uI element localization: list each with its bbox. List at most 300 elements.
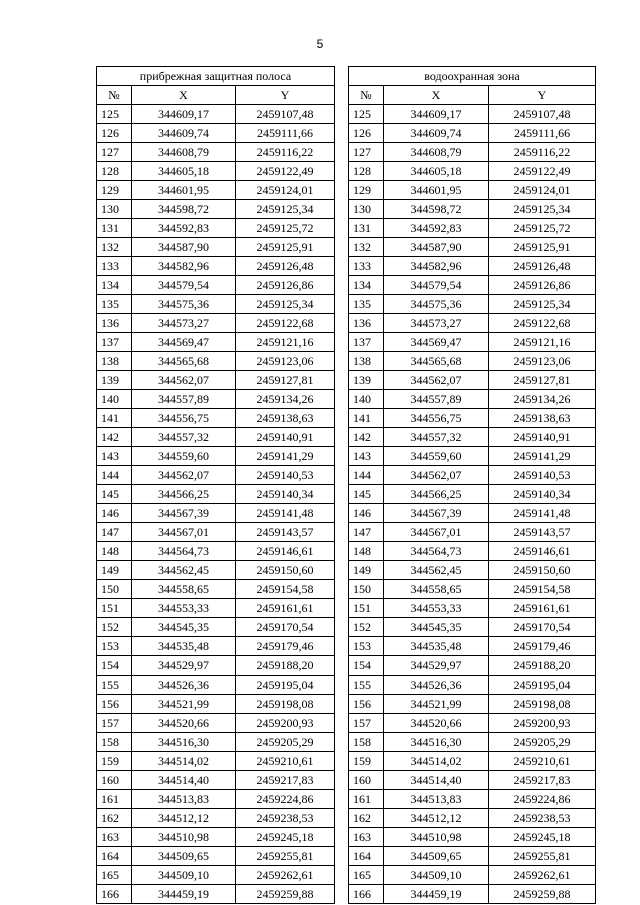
right-y-cell: 2459140,34 <box>489 485 596 504</box>
left-y-cell: 2459126,86 <box>236 276 335 295</box>
right-x-cell: 344557,32 <box>384 428 489 447</box>
right-y-cell: 2459170,54 <box>489 618 596 637</box>
left-y-cell: 2459134,26 <box>236 390 335 409</box>
left-x-cell: 344592,83 <box>132 219 236 238</box>
right-point-number-cell: 153 <box>349 637 384 656</box>
right-x-cell: 344565,68 <box>384 352 489 371</box>
table-row <box>97 580 596 599</box>
right-y-cell: 2459238,53 <box>489 808 596 827</box>
left-y-cell: 2459224,86 <box>236 789 335 808</box>
left-point-number-cell: 156 <box>97 694 132 713</box>
right-x-cell: 344545,35 <box>384 618 489 637</box>
right-x-cell: 344579,54 <box>384 276 489 295</box>
left-y-cell: 2459154,58 <box>236 580 335 599</box>
table-row <box>97 713 596 732</box>
right-point-number-cell: 142 <box>349 428 384 447</box>
right-point-number-cell: 158 <box>349 732 384 751</box>
right-x-cell: 344601,95 <box>384 181 489 200</box>
table-gap <box>335 827 349 846</box>
table-row <box>97 143 596 162</box>
table-row <box>97 257 596 276</box>
right-table-title: водоохранная зона <box>349 67 596 86</box>
right-x-cell: 344605,18 <box>384 162 489 181</box>
right-point-number-cell: 130 <box>349 200 384 219</box>
right-point-number-cell: 139 <box>349 371 384 390</box>
left-point-number-cell: 136 <box>97 314 132 333</box>
column-header-y: Y <box>236 86 335 105</box>
left-point-number-cell: 139 <box>97 371 132 390</box>
table-gap <box>335 143 349 162</box>
table-row <box>97 105 596 124</box>
left-point-number-cell: 157 <box>97 713 132 732</box>
right-x-cell: 344459,19 <box>384 884 489 903</box>
left-point-number-cell: 148 <box>97 542 132 561</box>
left-point-number-cell: 147 <box>97 523 132 542</box>
table-row <box>97 751 596 770</box>
right-x-cell: 344556,75 <box>384 409 489 428</box>
left-x-cell: 344529,97 <box>132 656 236 675</box>
table-row <box>97 770 596 789</box>
left-point-number-cell: 135 <box>97 295 132 314</box>
right-x-cell: 344573,27 <box>384 314 489 333</box>
table-gap <box>335 770 349 789</box>
left-x-cell: 344526,36 <box>132 675 236 694</box>
right-point-number-cell: 146 <box>349 504 384 523</box>
left-point-number-cell: 164 <box>97 846 132 865</box>
right-y-cell: 2459125,34 <box>489 295 596 314</box>
table-gap <box>335 542 349 561</box>
left-point-number-cell: 127 <box>97 143 132 162</box>
left-x-cell: 344514,02 <box>132 751 236 770</box>
left-x-cell: 344512,12 <box>132 808 236 827</box>
right-y-cell: 2459200,93 <box>489 713 596 732</box>
right-point-number-cell: 135 <box>349 295 384 314</box>
right-point-number-cell: 162 <box>349 808 384 827</box>
table-gap <box>335 390 349 409</box>
left-point-number-cell: 158 <box>97 732 132 751</box>
right-y-cell: 2459126,86 <box>489 276 596 295</box>
left-x-cell: 344559,60 <box>132 447 236 466</box>
left-x-cell: 344562,45 <box>132 561 236 580</box>
table-gap <box>335 295 349 314</box>
right-point-number-cell: 137 <box>349 333 384 352</box>
right-y-cell: 2459179,46 <box>489 637 596 656</box>
table-row <box>97 162 596 181</box>
left-x-cell: 344553,33 <box>132 599 236 618</box>
left-point-number-cell: 132 <box>97 238 132 257</box>
table-row <box>97 827 596 846</box>
left-point-number-cell: 152 <box>97 618 132 637</box>
left-x-cell: 344521,99 <box>132 694 236 713</box>
table-row <box>97 865 596 884</box>
right-point-number-cell: 155 <box>349 675 384 694</box>
right-y-cell: 2459224,86 <box>489 789 596 808</box>
right-point-number-cell: 133 <box>349 257 384 276</box>
right-x-cell: 344609,17 <box>384 105 489 124</box>
left-point-number-cell: 166 <box>97 884 132 903</box>
left-point-number-cell: 163 <box>97 827 132 846</box>
right-y-cell: 2459121,16 <box>489 333 596 352</box>
table-row <box>97 561 596 580</box>
table-gap <box>335 409 349 428</box>
left-x-cell: 344509,65 <box>132 846 236 865</box>
table-row <box>97 675 596 694</box>
right-x-cell: 344558,65 <box>384 580 489 599</box>
left-point-number-cell: 153 <box>97 637 132 656</box>
left-point-number-cell: 129 <box>97 181 132 200</box>
left-x-cell: 344459,19 <box>132 884 236 903</box>
left-y-cell: 2459123,06 <box>236 352 335 371</box>
left-x-cell: 344545,35 <box>132 618 236 637</box>
right-point-number-cell: 138 <box>349 352 384 371</box>
left-point-number-cell: 150 <box>97 580 132 599</box>
left-point-number-cell: 138 <box>97 352 132 371</box>
right-point-number-cell: 126 <box>349 124 384 143</box>
right-x-cell: 344526,36 <box>384 675 489 694</box>
right-x-cell: 344512,12 <box>384 808 489 827</box>
right-point-number-cell: 161 <box>349 789 384 808</box>
right-y-cell: 2459198,08 <box>489 694 596 713</box>
left-point-number-cell: 141 <box>97 409 132 428</box>
table-gap <box>335 238 349 257</box>
right-y-cell: 2459143,57 <box>489 523 596 542</box>
right-y-cell: 2459210,61 <box>489 751 596 770</box>
left-point-number-cell: 131 <box>97 219 132 238</box>
table-gap <box>335 485 349 504</box>
table-gap <box>335 276 349 295</box>
left-x-cell: 344567,01 <box>132 523 236 542</box>
table-title-row <box>97 67 596 86</box>
table-row <box>97 390 596 409</box>
left-x-cell: 344513,83 <box>132 789 236 808</box>
right-point-number-cell: 147 <box>349 523 384 542</box>
left-x-cell: 344582,96 <box>132 257 236 276</box>
table-row <box>97 523 596 542</box>
left-y-cell: 2459107,48 <box>236 105 335 124</box>
table-row <box>97 504 596 523</box>
left-point-number-cell: 125 <box>97 105 132 124</box>
left-y-cell: 2459210,61 <box>236 751 335 770</box>
page-number: 5 <box>316 37 324 51</box>
table-gap <box>335 751 349 770</box>
table-row <box>97 485 596 504</box>
table-row <box>97 314 596 333</box>
left-y-cell: 2459198,08 <box>236 694 335 713</box>
left-y-cell: 2459188,20 <box>236 656 335 675</box>
right-point-number-cell: 140 <box>349 390 384 409</box>
table-row <box>97 732 596 751</box>
right-y-cell: 2459188,20 <box>489 656 596 675</box>
right-point-number-cell: 141 <box>349 409 384 428</box>
table-row <box>97 238 596 257</box>
right-point-number-cell: 152 <box>349 618 384 637</box>
right-x-cell: 344509,10 <box>384 865 489 884</box>
left-point-number-cell: 130 <box>97 200 132 219</box>
right-y-cell: 2459127,81 <box>489 371 596 390</box>
left-y-cell: 2459150,60 <box>236 561 335 580</box>
right-x-cell: 344535,48 <box>384 637 489 656</box>
left-point-number-cell: 134 <box>97 276 132 295</box>
right-y-cell: 2459255,81 <box>489 846 596 865</box>
left-point-number-cell: 146 <box>97 504 132 523</box>
table-gap <box>335 675 349 694</box>
table-gap <box>335 86 349 105</box>
table-gap <box>335 713 349 732</box>
left-point-number-cell: 140 <box>97 390 132 409</box>
left-y-cell: 2459141,48 <box>236 504 335 523</box>
left-y-cell: 2459262,61 <box>236 865 335 884</box>
right-point-number-cell: 134 <box>349 276 384 295</box>
right-point-number-cell: 148 <box>349 542 384 561</box>
left-y-cell: 2459140,91 <box>236 428 335 447</box>
right-x-cell: 344575,36 <box>384 295 489 314</box>
table-row <box>97 428 596 447</box>
left-x-cell: 344609,17 <box>132 105 236 124</box>
left-point-number-cell: 149 <box>97 561 132 580</box>
table-gap <box>335 428 349 447</box>
right-x-cell: 344562,45 <box>384 561 489 580</box>
table-row <box>97 884 596 903</box>
right-y-cell: 2459262,61 <box>489 865 596 884</box>
right-x-cell: 344567,01 <box>384 523 489 542</box>
right-y-cell: 2459245,18 <box>489 827 596 846</box>
right-y-cell: 2459125,91 <box>489 238 596 257</box>
left-point-number-cell: 145 <box>97 485 132 504</box>
right-y-cell: 2459140,91 <box>489 428 596 447</box>
right-y-cell: 2459259,88 <box>489 884 596 903</box>
left-y-cell: 2459140,53 <box>236 466 335 485</box>
left-x-cell: 344562,07 <box>132 466 236 485</box>
table-row <box>97 466 596 485</box>
coordinates-table <box>96 66 596 904</box>
table-row <box>97 295 596 314</box>
right-x-cell: 344509,65 <box>384 846 489 865</box>
table-gap <box>335 352 349 371</box>
right-y-cell: 2459146,61 <box>489 542 596 561</box>
right-y-cell: 2459126,48 <box>489 257 596 276</box>
left-point-number-cell: 155 <box>97 675 132 694</box>
right-point-number-cell: 125 <box>349 105 384 124</box>
table-header-row <box>97 86 596 105</box>
right-point-number-cell: 129 <box>349 181 384 200</box>
right-y-cell: 2459123,06 <box>489 352 596 371</box>
table-gap <box>335 162 349 181</box>
right-x-cell: 344529,97 <box>384 656 489 675</box>
table-gap <box>335 884 349 903</box>
left-y-cell: 2459255,81 <box>236 846 335 865</box>
left-point-number-cell: 133 <box>97 257 132 276</box>
right-x-cell: 344608,79 <box>384 143 489 162</box>
left-y-cell: 2459121,16 <box>236 333 335 352</box>
right-point-number-cell: 154 <box>349 656 384 675</box>
right-x-cell: 344587,90 <box>384 238 489 257</box>
left-point-number-cell: 161 <box>97 789 132 808</box>
left-point-number-cell: 159 <box>97 751 132 770</box>
right-x-cell: 344598,72 <box>384 200 489 219</box>
right-point-number-cell: 145 <box>349 485 384 504</box>
right-x-cell: 344513,83 <box>384 789 489 808</box>
table-gap <box>335 504 349 523</box>
right-x-cell: 344553,33 <box>384 599 489 618</box>
left-point-number-cell: 137 <box>97 333 132 352</box>
left-x-cell: 344566,25 <box>132 485 236 504</box>
column-header-number: № <box>349 86 384 105</box>
table-gap <box>335 694 349 713</box>
left-y-cell: 2459125,91 <box>236 238 335 257</box>
right-point-number-cell: 131 <box>349 219 384 238</box>
right-x-cell: 344566,25 <box>384 485 489 504</box>
right-x-cell: 344567,39 <box>384 504 489 523</box>
table-gap <box>335 580 349 599</box>
left-x-cell: 344573,27 <box>132 314 236 333</box>
left-x-cell: 344564,73 <box>132 542 236 561</box>
right-x-cell: 344510,98 <box>384 827 489 846</box>
right-x-cell: 344516,30 <box>384 732 489 751</box>
table-gap <box>335 846 349 865</box>
right-point-number-cell: 127 <box>349 143 384 162</box>
right-point-number-cell: 132 <box>349 238 384 257</box>
right-y-cell: 2459134,26 <box>489 390 596 409</box>
left-x-cell: 344567,39 <box>132 504 236 523</box>
right-y-cell: 2459205,29 <box>489 732 596 751</box>
left-y-cell: 2459138,63 <box>236 409 335 428</box>
table-row <box>97 371 596 390</box>
left-y-cell: 2459125,34 <box>236 295 335 314</box>
left-y-cell: 2459200,93 <box>236 713 335 732</box>
table-row <box>97 599 596 618</box>
right-y-cell: 2459140,53 <box>489 466 596 485</box>
left-x-cell: 344598,72 <box>132 200 236 219</box>
table-gap <box>335 67 349 86</box>
table-gap <box>335 257 349 276</box>
table-row <box>97 200 596 219</box>
left-x-cell: 344516,30 <box>132 732 236 751</box>
left-y-cell: 2459140,34 <box>236 485 335 504</box>
table-gap <box>335 124 349 143</box>
right-point-number-cell: 156 <box>349 694 384 713</box>
left-y-cell: 2459141,29 <box>236 447 335 466</box>
left-x-cell: 344605,18 <box>132 162 236 181</box>
right-y-cell: 2459138,63 <box>489 409 596 428</box>
right-x-cell: 344514,40 <box>384 770 489 789</box>
right-x-cell: 344520,66 <box>384 713 489 732</box>
right-x-cell: 344592,83 <box>384 219 489 238</box>
left-point-number-cell: 165 <box>97 865 132 884</box>
left-x-cell: 344587,90 <box>132 238 236 257</box>
right-point-number-cell: 165 <box>349 865 384 884</box>
left-y-cell: 2459259,88 <box>236 884 335 903</box>
right-y-cell: 2459217,83 <box>489 770 596 789</box>
table-row <box>97 637 596 656</box>
right-y-cell: 2459111,66 <box>489 124 596 143</box>
right-x-cell: 344559,60 <box>384 447 489 466</box>
right-point-number-cell: 149 <box>349 561 384 580</box>
left-x-cell: 344557,32 <box>132 428 236 447</box>
left-x-cell: 344569,47 <box>132 333 236 352</box>
right-y-cell: 2459107,48 <box>489 105 596 124</box>
left-x-cell: 344558,65 <box>132 580 236 599</box>
table-row <box>97 618 596 637</box>
table-row <box>97 694 596 713</box>
table-gap <box>335 561 349 580</box>
right-point-number-cell: 151 <box>349 599 384 618</box>
left-x-cell: 344562,07 <box>132 371 236 390</box>
right-point-number-cell: 164 <box>349 846 384 865</box>
left-point-number-cell: 154 <box>97 656 132 675</box>
table-gap <box>335 181 349 200</box>
right-x-cell: 344521,99 <box>384 694 489 713</box>
right-x-cell: 344569,47 <box>384 333 489 352</box>
table-row <box>97 352 596 371</box>
right-y-cell: 2459124,01 <box>489 181 596 200</box>
right-y-cell: 2459122,49 <box>489 162 596 181</box>
left-point-number-cell: 142 <box>97 428 132 447</box>
left-y-cell: 2459143,57 <box>236 523 335 542</box>
table-row <box>97 333 596 352</box>
left-x-cell: 344575,36 <box>132 295 236 314</box>
left-y-cell: 2459122,68 <box>236 314 335 333</box>
right-y-cell: 2459122,68 <box>489 314 596 333</box>
left-x-cell: 344557,89 <box>132 390 236 409</box>
left-y-cell: 2459126,48 <box>236 257 335 276</box>
left-y-cell: 2459125,34 <box>236 200 335 219</box>
left-y-cell: 2459170,54 <box>236 618 335 637</box>
right-y-cell: 2459141,48 <box>489 504 596 523</box>
right-point-number-cell: 144 <box>349 466 384 485</box>
left-point-number-cell: 144 <box>97 466 132 485</box>
left-point-number-cell: 151 <box>97 599 132 618</box>
left-y-cell: 2459195,04 <box>236 675 335 694</box>
right-x-cell: 344557,89 <box>384 390 489 409</box>
left-x-cell: 344509,10 <box>132 865 236 884</box>
table-row <box>97 656 596 675</box>
right-y-cell: 2459150,60 <box>489 561 596 580</box>
table-gap <box>335 865 349 884</box>
left-x-cell: 344514,40 <box>132 770 236 789</box>
left-point-number-cell: 162 <box>97 808 132 827</box>
left-x-cell: 344601,95 <box>132 181 236 200</box>
table-gap <box>335 105 349 124</box>
left-y-cell: 2459125,72 <box>236 219 335 238</box>
column-header-number: № <box>97 86 132 105</box>
left-y-cell: 2459179,46 <box>236 637 335 656</box>
left-x-cell: 344609,74 <box>132 124 236 143</box>
left-y-cell: 2459116,22 <box>236 143 335 162</box>
right-x-cell: 344582,96 <box>384 257 489 276</box>
table-gap <box>335 219 349 238</box>
table-gap <box>335 808 349 827</box>
table-row <box>97 409 596 428</box>
right-y-cell: 2459116,22 <box>489 143 596 162</box>
right-y-cell: 2459125,34 <box>489 200 596 219</box>
table-gap <box>335 466 349 485</box>
right-point-number-cell: 159 <box>349 751 384 770</box>
left-x-cell: 344535,48 <box>132 637 236 656</box>
left-y-cell: 2459124,01 <box>236 181 335 200</box>
table-row <box>97 808 596 827</box>
right-point-number-cell: 166 <box>349 884 384 903</box>
table-gap <box>335 599 349 618</box>
left-x-cell: 344520,66 <box>132 713 236 732</box>
right-point-number-cell: 150 <box>349 580 384 599</box>
table-row <box>97 789 596 808</box>
left-x-cell: 344556,75 <box>132 409 236 428</box>
column-header-y: Y <box>489 86 596 105</box>
table-gap <box>335 314 349 333</box>
left-y-cell: 2459217,83 <box>236 770 335 789</box>
right-y-cell: 2459154,58 <box>489 580 596 599</box>
table-row <box>97 124 596 143</box>
